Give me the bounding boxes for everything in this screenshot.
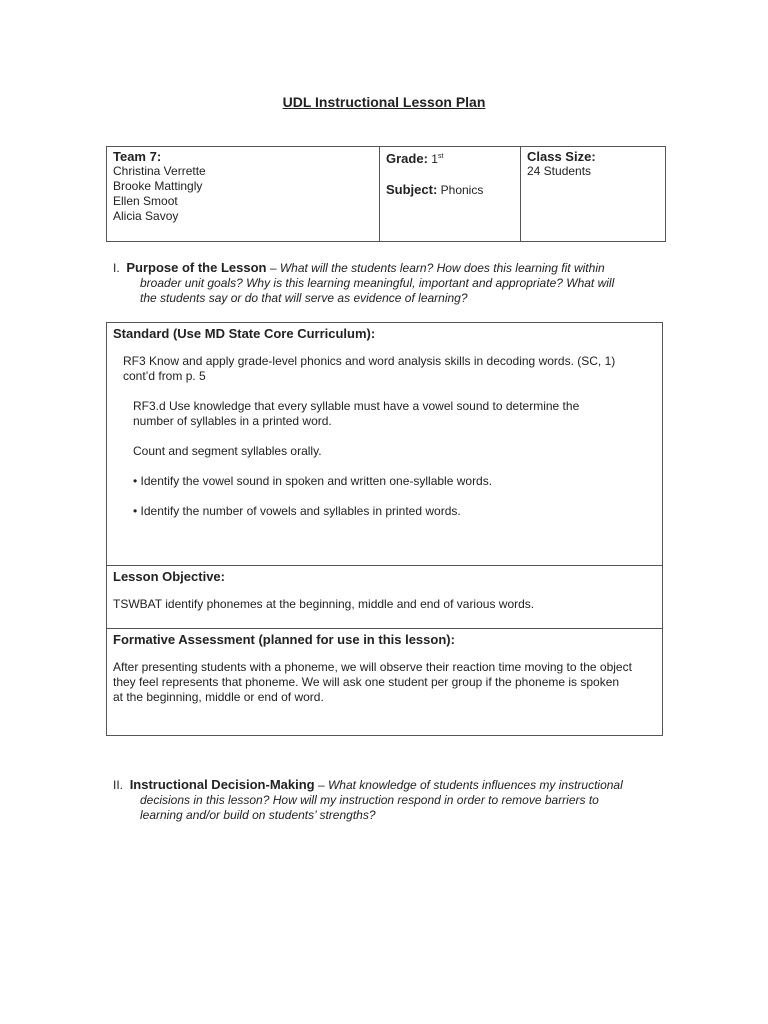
- standard-text: number of syllables in a printed word.: [133, 414, 332, 428]
- team-member: Ellen Smoot: [113, 194, 178, 208]
- section-number: I.: [113, 261, 120, 275]
- standard-text: Count and segment syllables orally.: [133, 444, 322, 458]
- section-question-line: learning and/or build on students’ strengths?: [140, 808, 376, 822]
- team-label: Team 7:: [113, 149, 162, 164]
- section-purpose: [113, 260, 653, 306]
- section-label: Purpose of the Lesson: [126, 260, 267, 275]
- objective-title: Lesson Objective:: [113, 569, 225, 584]
- standard-rf3d: [113, 399, 656, 519]
- standard-cell: [107, 323, 663, 566]
- standard-text: RF3 Know and apply grade-level phonics and word analysis skills in decoding words. (SC, 1): [123, 354, 616, 368]
- section-question-line: decisions in this lesson? How will my instruction respond in order to remove barriers to: [140, 793, 599, 807]
- grade-value: 1: [431, 152, 438, 166]
- team-member: Christina Verrette: [113, 164, 206, 178]
- section-dash: –: [266, 261, 280, 275]
- section-question: What will the students learn? How does this learning fit within: [279, 261, 605, 275]
- team-cell: [107, 147, 380, 242]
- assessment-text: After presenting students with a phoneme, we will observe their reaction time moving to the object: [113, 660, 632, 674]
- standard-rf3: [113, 354, 656, 384]
- grade-line: [386, 149, 514, 167]
- subject-value: Phonics: [440, 183, 484, 197]
- objective-text: TSWBAT identify phonemes at the beginning, middle and end of various words.: [113, 597, 535, 611]
- standard-text: RF3.d Use knowledge that every syllable must have a vowel sound to determine the: [133, 399, 580, 413]
- assessment-cell: [107, 629, 663, 736]
- section-question-line: the students say or do that will serve as evidence of learning?: [140, 291, 468, 305]
- grade-subject-cell: [380, 147, 521, 242]
- page-title: UDL Instructional Lesson Plan: [282, 94, 486, 110]
- standard-text: cont’d from p. 5: [123, 369, 206, 383]
- standard-bullet: • Identify the number of vowels and syllables in printed words.: [133, 504, 461, 518]
- lesson-details-table: [106, 322, 663, 736]
- objective-cell: [107, 566, 663, 629]
- class-size-value: 24 Students: [527, 164, 592, 178]
- header-table: [106, 146, 666, 242]
- section-number: II.: [113, 778, 124, 792]
- section-question-line: broader unit goals? Why is this learning meaningful, important and appropriate? What will: [140, 276, 615, 290]
- grade-suffix: st: [437, 153, 444, 160]
- class-size-label: Class Size:: [527, 149, 596, 164]
- grade-label: Grade:: [386, 151, 428, 166]
- class-size-cell: [521, 147, 666, 242]
- assessment-text: they feel represents that phoneme. We will ask one student per group if the phoneme is spoken: [113, 675, 620, 689]
- section-dash: –: [314, 778, 328, 792]
- team-member: Brooke Mattingly: [113, 179, 203, 193]
- section-decision-making: [113, 777, 653, 823]
- assessment-title: Formative Assessment (planned for use in this lesson):: [113, 632, 455, 647]
- section-question: What knowledge of students influences my instructional: [327, 778, 623, 792]
- standard-title: Standard (Use MD State Core Curriculum):: [113, 326, 376, 341]
- assessment-text: at the beginning, middle or end of word.: [113, 690, 324, 704]
- section-label: Instructional Decision-Making: [129, 777, 315, 792]
- subject-line: [386, 182, 514, 198]
- standard-bullet: • Identify the vowel sound in spoken and written one-syllable words.: [133, 474, 493, 488]
- subject-label: Subject:: [386, 182, 438, 197]
- team-member: Alicia Savoy: [113, 209, 179, 223]
